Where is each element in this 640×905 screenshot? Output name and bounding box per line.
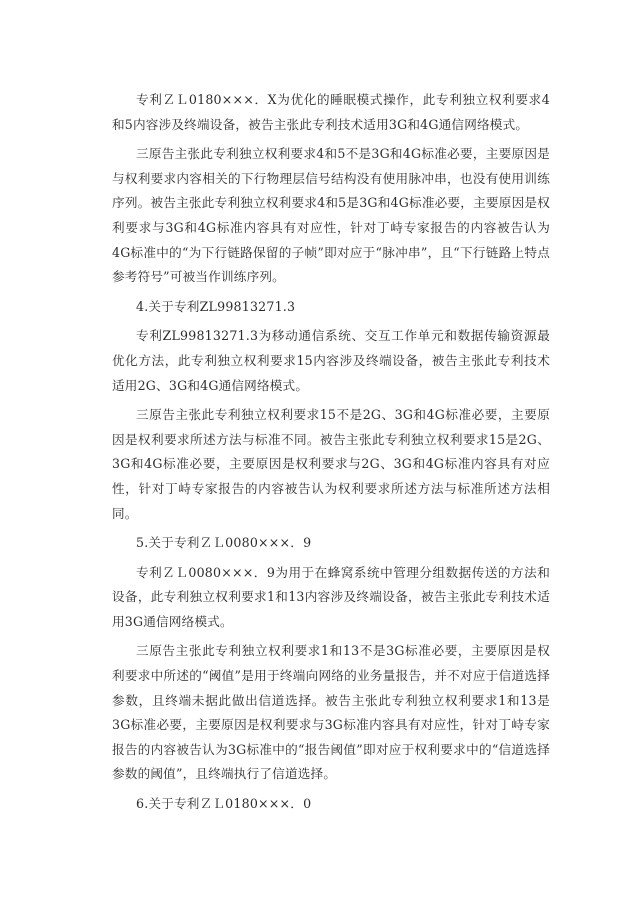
paragraph-patent-5-arguments: 三原告主张此专利独立权利要求1和13不是3G标准必要，主要原因是权利要求中所述的“阈值”是用于终端向网络的业务量报告，并不对应于信道选择参数，且终端未据此做出信道选择。被告主张此专利独立权利要求1和13是3G标准必要，主要原因是权利要求与3G标准内容具有对应性，针对丁峙专家报告的内容被告认为3G标准中的“报告阈值”即对应于权利要求中的“信道选择参数的阈值”，且终端执行了信道选择。 — [112, 643, 550, 782]
paragraph-patent-4-arguments: 三原告主张此专利独立权利要求15不是2G、3G和4G标准必要，主要原因是权利要求所述方法与标准不同。被告主张此专利独立权利要求15是2G、3G和4G标准必要，主要原因是权利要求与2G、3G和4G标准内容具有对应性，针对丁峙专家报告的内容被告认为权利要求所述方法与标准所述方法相同。 — [112, 407, 550, 521]
paragraph-patent-5-description: 专利ＺＬ0080×××．9为用于在蜂窝系统中管理分组数据传送的方法和设备，此专利独立权利要求1和13内容涉及终端设备，被告主张此专利技术适用3G通信网络模式。 — [112, 564, 550, 629]
paragraph-patent-4-description: 专利ZL99813271.3为移动通信系统、交互工作单元和数据传输资源最优化方法，此专利独立权利要求15内容涉及终端设备，被告主张此专利技术适用2G、3G和4G通信网络模式。 — [112, 328, 550, 393]
document-body — [112, 88, 550, 822]
paragraph-patent-3-arguments: 三原告主张此专利独立权利要求4和5不是3G和4G标准必要，主要原因是与权利要求内容相关的下行物理层信号结构没有使用脉冲串，也没有使用训练序列。被告主张此专利独立权利要求4和5是3G和4G标准必要，主要原因是权利要求与3G和4G标准内容具有对应性，针对丁峙专家报告的内容被告认为4G标准中的“为下行链路保留的子帧”即对应于“脉冲串”，且“下行链路上特点参考符号”可被当作训练序列。 — [112, 146, 550, 285]
section-heading-patent-5: 5.关于专利ＺＬ0080×××．9 — [136, 535, 312, 551]
section-heading-patent-6: 6.关于专利ＺＬ0180×××．0 — [136, 796, 312, 812]
section-heading-patent-4: 4.关于专利ZL99813271.3 — [136, 298, 296, 314]
paragraph-patent-3-description: 专利ＺＬ0180×××．X为优化的睡眠模式操作，此专利独立权利要求4和5内容涉及终端设备，被告主张此专利技术适用3G和4G通信网络模式。 — [112, 92, 550, 132]
